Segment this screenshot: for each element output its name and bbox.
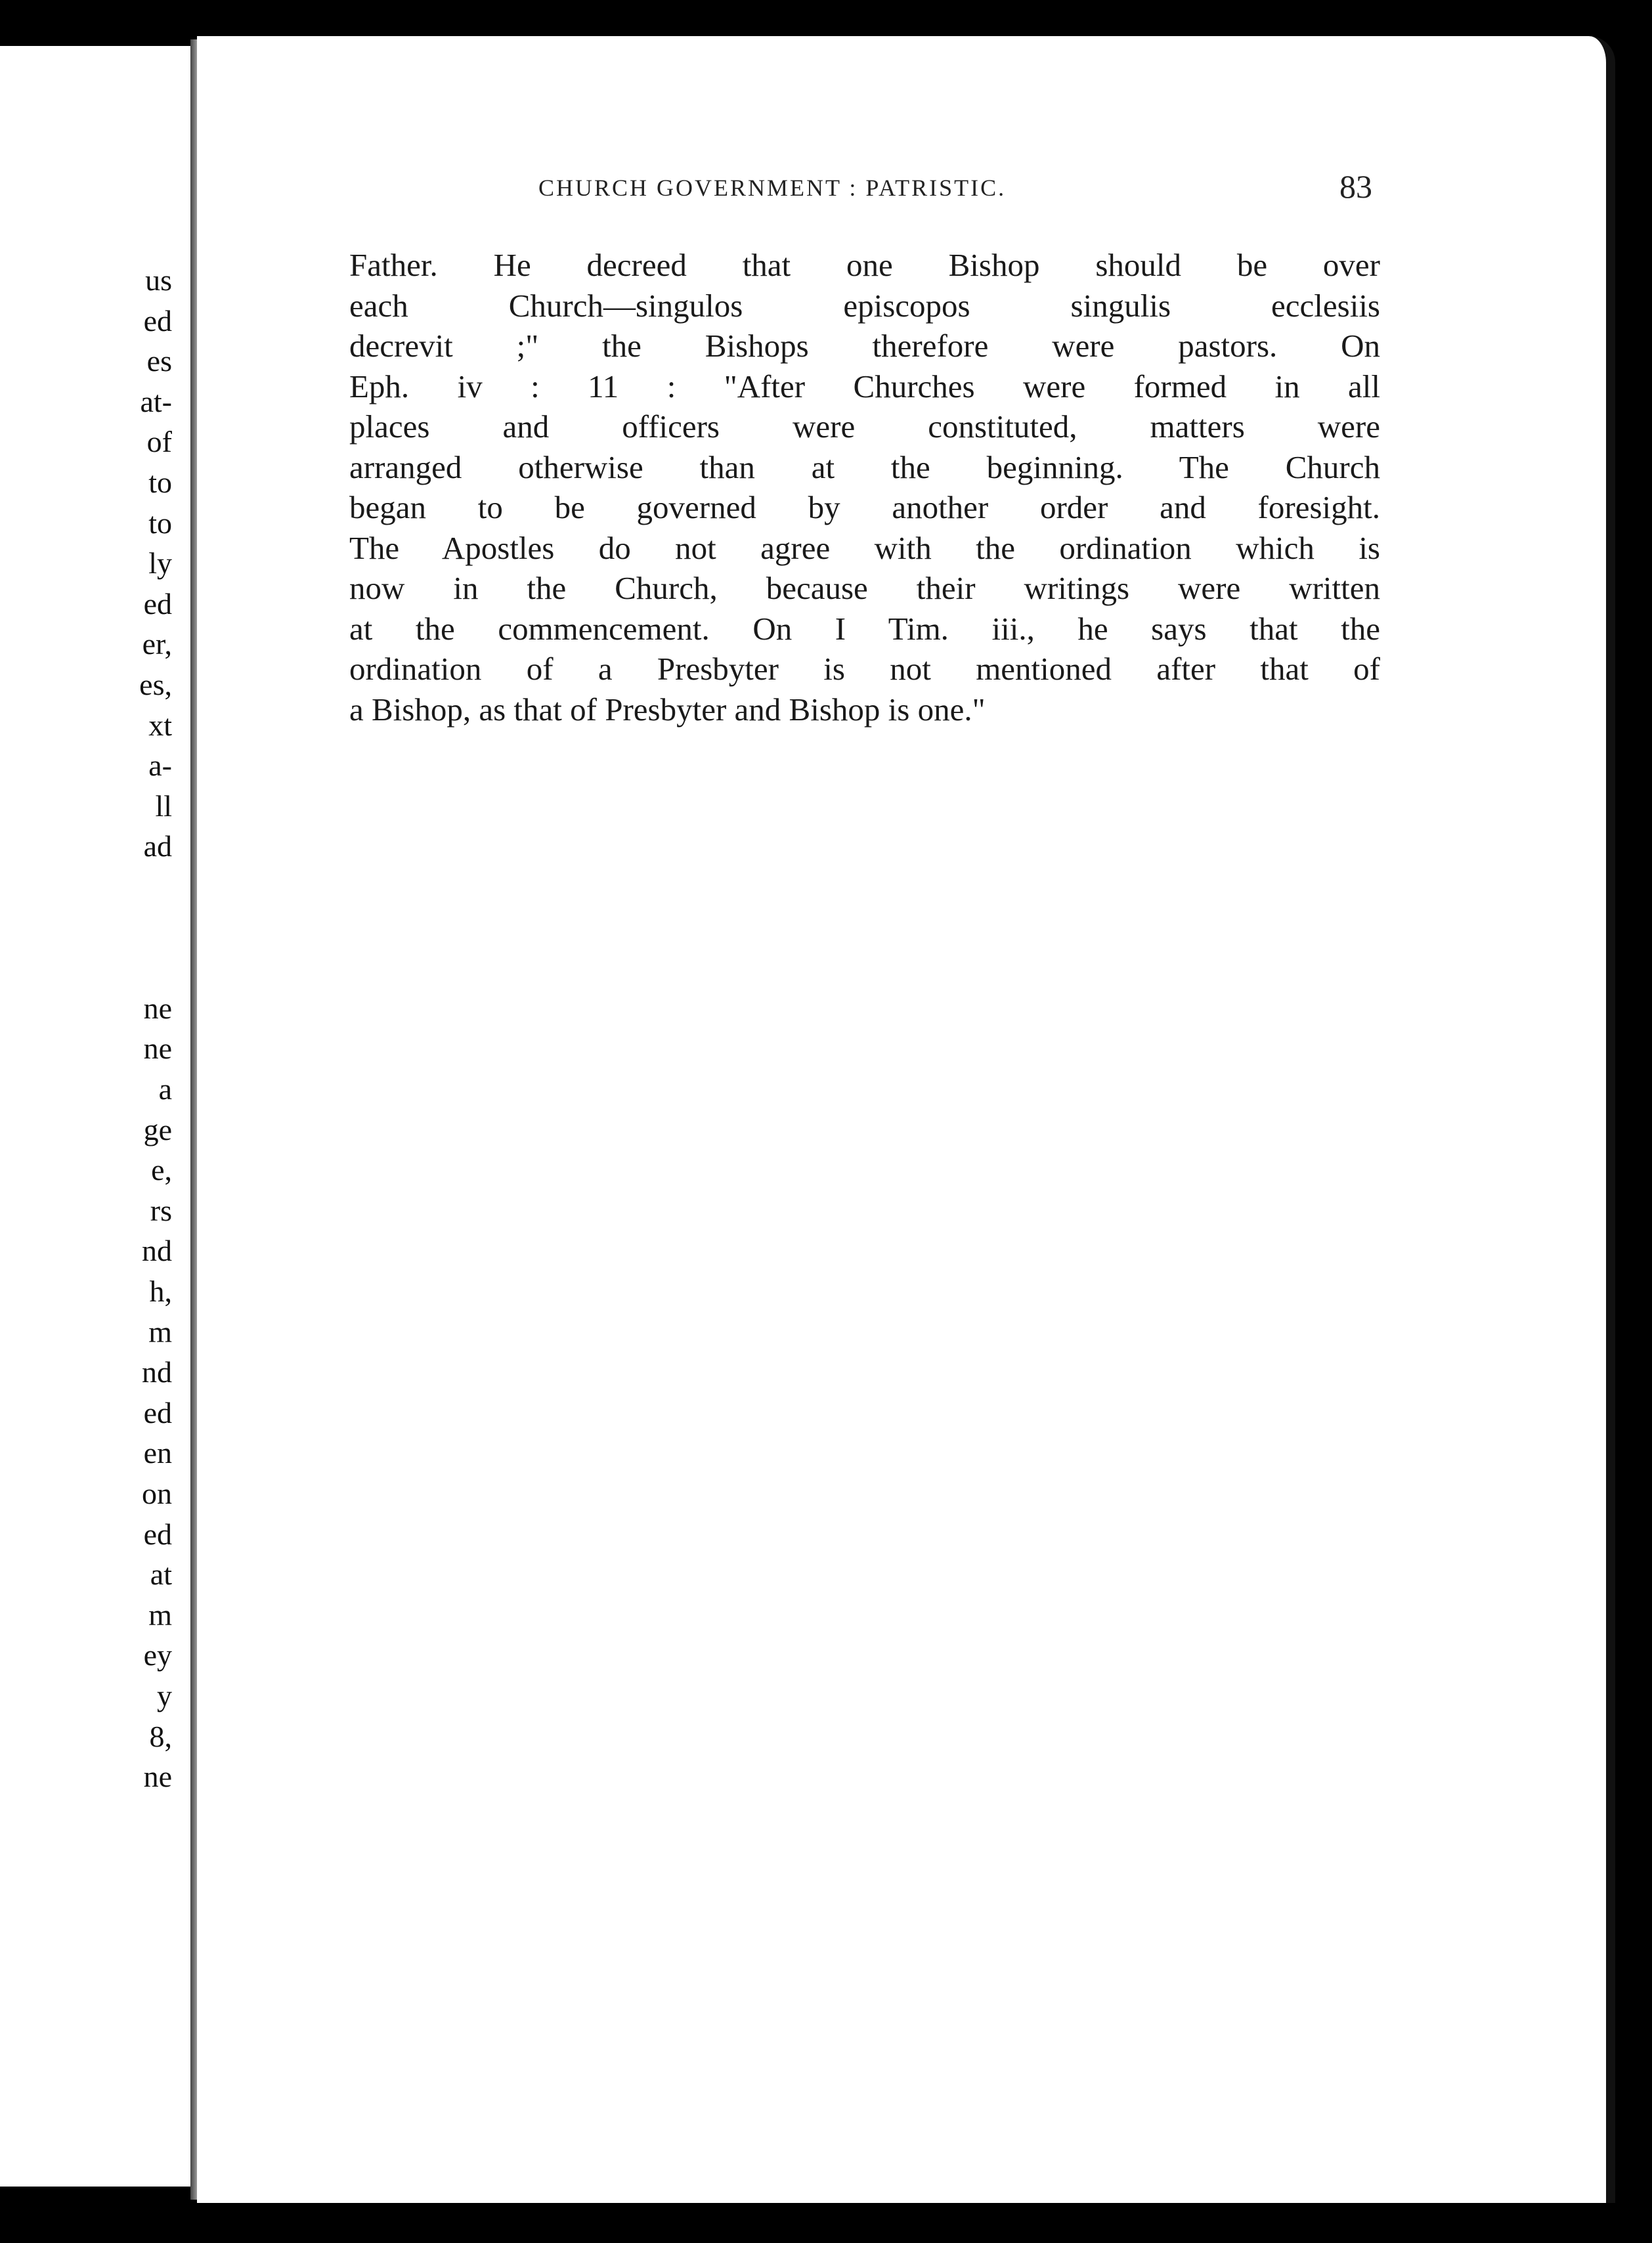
facing-page-line-fragment: at- xyxy=(140,384,172,418)
facing-page-line-fragment: nd xyxy=(142,1234,172,1268)
facing-page-line-fragment: to xyxy=(148,466,172,499)
facing-page-line-fragment: es, xyxy=(139,668,172,701)
facing-page-line-fragment: xt xyxy=(148,708,172,742)
text-line: each Church—singulos episcopos singulis ecclesiis xyxy=(349,287,1380,324)
facing-page-line-fragment: us xyxy=(145,263,172,297)
facing-page-line-fragment: ad xyxy=(143,829,172,863)
text-line: The Apostles do not agree with the ordination which is xyxy=(349,529,1380,566)
text-line: places and officers were constituted, matters were xyxy=(349,408,1380,445)
facing-page-line-fragment: rs xyxy=(150,1193,172,1227)
facing-page-line-fragment: a- xyxy=(148,749,172,783)
facing-page-line-fragment: 8, xyxy=(149,1719,172,1753)
facing-page-line-fragment: es xyxy=(146,344,172,378)
facing-page-line-fragment: at xyxy=(150,1557,172,1592)
text-line: a Bishop, as that of Presbyter and Bishop is one." xyxy=(349,691,986,728)
book-page xyxy=(197,36,1615,2203)
facing-page-line-fragment: m xyxy=(148,1315,172,1349)
facing-page-line-fragment: ne xyxy=(143,1032,172,1066)
facing-page-line-fragment: ed xyxy=(143,303,172,338)
body-paragraph xyxy=(349,245,1380,730)
facing-page-line-fragment: ge xyxy=(143,1112,172,1146)
facing-page-fragment xyxy=(0,46,194,2187)
facing-page-line-fragment: ll xyxy=(155,789,172,823)
text-line: Father. He decreed that one Bishop should be over xyxy=(349,247,1380,283)
facing-page-line-fragment: m xyxy=(148,1598,172,1632)
page-number: 83 xyxy=(1339,168,1372,205)
facing-page-line-fragment: e, xyxy=(151,1153,172,1187)
facing-page-line-fragment: ed xyxy=(143,586,172,621)
facing-page-line-fragment: ed xyxy=(143,1517,172,1551)
facing-page-line-fragment: of xyxy=(146,425,172,459)
facing-page-line-fragment: h, xyxy=(149,1274,172,1308)
facing-page-line-fragment: ly xyxy=(148,546,172,580)
text-line: decrevit ;" the Bishops therefore were pastors. On xyxy=(349,328,1380,364)
facing-page-line-fragment: er, xyxy=(142,627,172,661)
facing-page-line-fragment: ne xyxy=(143,1760,172,1794)
facing-page-line-fragment: ed xyxy=(143,1395,172,1429)
text-line: now in the Church, because their writings were written xyxy=(349,570,1380,606)
text-line: arranged otherwise than at the beginning. The Church xyxy=(349,448,1380,485)
facing-page-line-fragment: nd xyxy=(142,1355,172,1389)
facing-page-line-fragment: en xyxy=(143,1436,172,1470)
facing-page-line-fragment: to xyxy=(148,506,172,540)
text-line: Eph. iv : 11 : "After Churches were formed in all xyxy=(349,368,1380,404)
text-line: ordination of a Presbyter is not mentioned after that of xyxy=(349,651,1380,687)
facing-page-line-fragment: on xyxy=(142,1477,172,1510)
book-gutter xyxy=(190,39,197,2200)
running-head: CHURCH GOVERNMENT : PATRISTIC. xyxy=(538,175,1007,201)
text-line: at the commencement. On I Tim. iii., he says that the xyxy=(349,610,1380,647)
facing-page-line-fragment: ey xyxy=(143,1638,172,1672)
facing-page-line-fragment: a xyxy=(158,1072,172,1106)
text-line: began to be governed by another order and foresight. xyxy=(349,489,1380,525)
facing-page-line-fragment: ne xyxy=(143,991,172,1025)
facing-page-line-fragment: y xyxy=(157,1679,172,1712)
